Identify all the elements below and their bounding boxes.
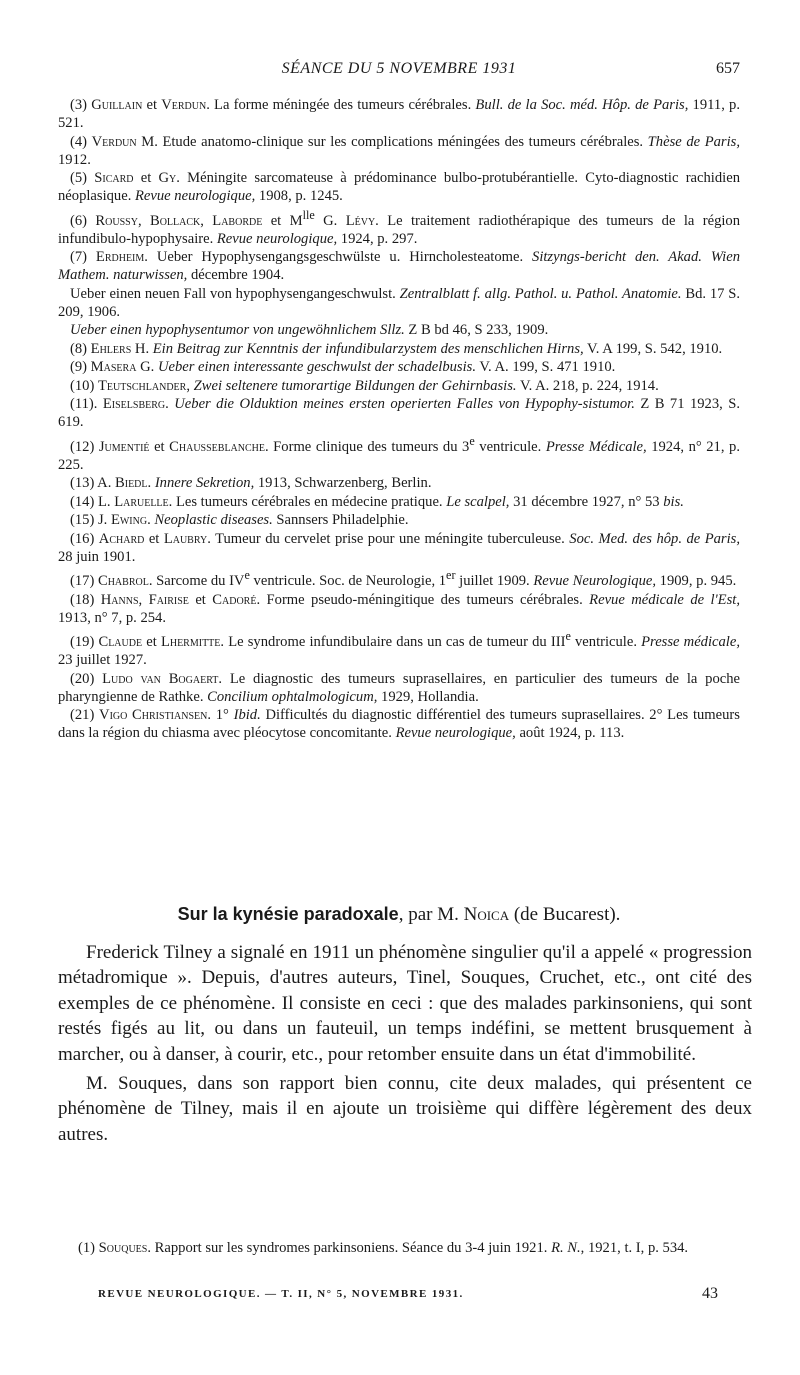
footnote-rest: , 1921, t. I, p. 534. (580, 1240, 689, 1256)
reference-entry: Ueber einen neuen Fall von hypophysengangeschwulst. Zentralblatt f. allg. Pathol. u. Pathol. Anatomie. Bd. 17 S. 209, 1906. (58, 285, 740, 320)
reference-entry: (18) Hanns, Fairise et Cadoré. Forme pseudo-méningitique des tumeurs cérébrales. Revue médicale de l'Est, 1913, n° 7, p. 254. (58, 591, 740, 626)
running-head (58, 60, 740, 82)
reference-entry: (17) Chabrol. Sarcome du IVe ventricule. Soc. de Neurologie, 1er juillet 1909. Revue Neurologique, 1909, p. 945. (70, 568, 737, 590)
footnote-text: . Rapport sur les syndromes parkinsoniens. Séance du 3-4 juin 1921. (147, 1240, 552, 1256)
reference-entry: Ueber einen hypophysentumor von ungewöhnlichem Sllz. Z B bd 46, S 233, 1909. (70, 322, 549, 339)
footnote-author: Souques (98, 1240, 148, 1256)
article-body (58, 940, 752, 1151)
reference-entry: (3) Guillain et Verdun. La forme méningée des tumeurs cérébrales. Bull. de la Soc. méd. Hôp. de Paris, 1911, p. 521. (58, 97, 740, 132)
body-paragraph: Frederick Tilney a signalé en 1911 un phénomène singulier qu'il a appelé « progression métadromique ». Depuis, d'autres auteurs, Tinel, Souques, Cruchet, etc., ont cité des exemples de ce phénomène. Il consiste en ceci : que des malades parkinsoniens, qui sont restés figés au lit, ou dans un fauteuil, un temps indéfini, se mettent brusquement à marcher, ou à danser, à courir, etc., pour retomber ensuite dans un état d'immobilité. (58, 942, 752, 1065)
body-paragraph: M. Souques, dans son rapport bien connu, cite deux malades, qui présentent ce phénomène de Tilney, mais il en ajoute un troisième qui diffère légèrement des deux autres. (58, 1073, 752, 1145)
reference-entry: (10) Teutschlander, Zwei seltenere tumorartige Bildungen der Gehirnbasis. V. A. 218, p. 224, 1914. (70, 377, 659, 394)
footnote-source: R. N. (551, 1240, 581, 1256)
page-number: 657 (716, 60, 740, 77)
reference-entry: (11). Eiselsberg. Ueber die Olduktion meines ersten operierten Falles von Hypophy-sistumor. Z B 71 1923, S. 619. (58, 396, 740, 431)
reference-entry: (21) Vigo Christiansen. 1° Ibid. Difficultés du diagnostic différentiel des tumeurs suprasellaires. 2° Les tumeurs dans la région du chiasma avec pléocytose concomitante. Revue neurologique, août 1924, p. 113. (58, 707, 740, 742)
footer-signature: 43 (702, 1285, 718, 1302)
reference-entry: (16) Achard et Laubry. Tumeur du cervelet prise pour une méningite tuberculeuse. Soc. Med. des hôp. de Paris, 28 juin 1901. (58, 530, 740, 565)
reference-entry: (8) Ehlers H. Ein Beitrag zur Kenntnis der infundibularzystem des menschlichen Hirns, V. A 199, S. 542, 1910. (70, 340, 723, 357)
byline-prefix: , par M. (398, 904, 464, 925)
reference-entry: (4) Verdun M. Etude anatomo-clinique sur les complications méningées des tumeurs cérébrales. Thèse de Paris, 1912. (58, 133, 740, 168)
article-heading (58, 904, 740, 926)
page-footer (98, 1285, 718, 1305)
article-author: Noica (463, 904, 510, 925)
footnote (58, 1240, 752, 1257)
reference-entry: (6) Roussy, Bollack, Laborde et $M^{lle}$ G. Lévy. Le traitement radiothérapique des tumeurs de la région infundibulo-hypophysaire. Revue neurologique, 1924, p. 297. (58, 207, 741, 247)
reference-entry: (19) Claude et Lhermitte. Le syndrome infundibulaire dans un cas de tumeur du IIIe ventricule. Presse médicale, 23 juillet 1927. (58, 629, 740, 669)
article-affiliation: (de Bucarest). (509, 904, 621, 925)
reference-entry: (5) Sicard et Gy. Méningite sarcomateuse à prédominance bulbo-protubérantielle. Cyto-diagnostic rachidien néoplasique. Revue neurologique, 1908, p. 1245. (58, 170, 740, 205)
article-title: Sur la kynésie paradoxale (177, 904, 399, 924)
footer-journal: REVUE NEUROLOGIQUE. — T. II, N° 5, NOVEMBRE 1931. (98, 1288, 464, 1300)
reference-entry: (15) J. Ewing. Neoplastic diseases. Sannsers Philadelphie. (70, 512, 409, 529)
reference-entry: (13) A. Biedl. Innere Sekretion, 1913, Schwarzenberg, Berlin. (70, 475, 432, 492)
running-title: SÉANCE DU 5 NOVEMBRE 1931 (281, 60, 517, 77)
footnote-marker: (1) (78, 1240, 99, 1256)
reference-list (58, 96, 740, 743)
reference-entry: (9) Masera G. Ueber einen interessante geschwulst der schadelbusis. V. A. 199, S. 471 1910. (70, 359, 616, 376)
reference-entry: (14) L. Laruelle. Les tumeurs cérébrales en médecine pratique. Le scalpel, 31 décembre 1927, n° 53 bis. (70, 493, 684, 510)
reference-entry: (12) Jumentié et Chausseblanche. Forme clinique des tumeurs du 3e ventricule. Presse Médicale, 1924, n° 21, p. 225. (58, 433, 740, 473)
reference-entry: (20) Ludo van Bogaert. Le diagnostic des tumeurs suprasellaires, en particulier des tumeurs de la poche pharyngienne de Rathke. Concilium ophtalmologicum, 1929, Hollandia. (58, 670, 741, 705)
reference-entry: (7) Erdheim. Ueber Hypophysengangsgeschwülste u. Hirncholesteatome. Sitzyngs-bericht den. Akad. Wien Mathem. naturwissen, décembre 1904. (58, 249, 740, 284)
